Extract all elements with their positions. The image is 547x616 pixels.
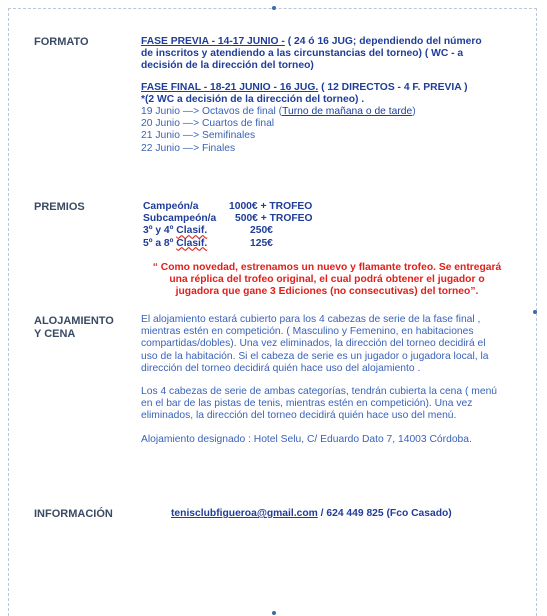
- fase-final-line: [141, 82, 521, 94]
- fase-previa-detail-2: de inscritos y atendiendo a las circunstancias del torneo) ( WC - a: [141, 48, 464, 60]
- turno-link[interactable]: Turno de mañana o de tarde: [282, 106, 413, 118]
- informacion-label: INFORMACIÓN: [34, 508, 113, 520]
- prize-name: Subcampeón/a: [143, 213, 217, 225]
- prize-amount: 1000€ + TROFEO: [229, 201, 313, 212]
- premios-label: PREMIOS: [34, 201, 85, 213]
- formato-section: [141, 36, 521, 155]
- frame-handle-bottom: [272, 611, 276, 615]
- fase-previa-title: FASE PREVIA - 14-17 JUNIO -: [141, 36, 285, 47]
- fase-previa-line: [141, 36, 521, 48]
- prize-row: [143, 238, 523, 250]
- schedule-day-3: 21 Junio —> Semifinales: [141, 130, 256, 142]
- schedule-day-1: 19 Junio —> Octavos de final (Turno de mañana o de tarde): [141, 106, 416, 118]
- prize-name: Campeón/a: [143, 201, 199, 212]
- frame-handle-right: [533, 310, 537, 314]
- alojamiento-paragraph: El alojamiento estará cubierto para los 4 cabezas de serie de la fase final , mientras estén en competición. ( Masculino y Femenino, en habitaciones compartidas/dobles). Una vez eliminados, la dirección del torneo decidirá el uso de la habitación. Si el cabeza de serie es un jugador o jugadora local, la dirección del torneo decidirá quién hace uso del alojamiento .: [141, 314, 489, 374]
- alojamiento-label: ALOJAMIENTO Y CENA: [34, 315, 114, 340]
- formato-label: FORMATO: [34, 36, 89, 48]
- fase-final-title: FASE FINAL - 18-21 JUNIO - 16 JUG.: [141, 81, 319, 93]
- prize-amount: 500€ + TROFEO: [235, 213, 313, 225]
- alojamiento-section: [141, 314, 501, 446]
- fase-previa-detail-3: decisión de la dirección del torneo): [141, 60, 314, 72]
- prize-row: [143, 201, 523, 213]
- prize-amount: 125€: [250, 237, 273, 249]
- fase-final-detail: ( 12 DIRECTOS - 4 F. PREVIA ): [318, 81, 468, 93]
- premios-table: [143, 201, 523, 250]
- schedule-day-4: 22 Junio —> Finales: [141, 142, 236, 154]
- phone-contact: / 624 449 825 (Fco Casado): [317, 508, 452, 519]
- prize-row: [143, 225, 523, 237]
- cena-paragraph: Los 4 cabezas de serie de ambas categorías, tendrán cubierta la cena ( menú en el bar de las pistas de tenis, mientras estén en competición). Una vez eliminados, la dirección del torneo decidirá quién hace uso del menú.: [141, 386, 498, 422]
- frame-handle-top: [272, 6, 276, 10]
- hotel-paragraph: Alojamiento designado : Hotel Selu, C/ Eduardo Dato 7, 14003 Córdoba.: [141, 433, 472, 445]
- fase-final-wc: *(2 WC a decisión de la dirección del torneo) .: [141, 93, 365, 105]
- novedad-notice: “ Como novedad, estrenamos un nuevo y flamante trofeo. Se entregará una réplica del trofeo original, el cual podrá obtener el jugador o jugadora que gane 3 Ediciones (no consecutivas) del torneo”.: [152, 262, 502, 298]
- fase-previa-detail: ( 24 ó 16 JUG; dependiendo del número: [284, 36, 482, 47]
- email-link[interactable]: tenisclubfigueroa@gmail.com: [171, 508, 318, 519]
- contact-line: [171, 508, 547, 520]
- schedule-day-2: 20 Junio —> Cuartos de final: [141, 118, 275, 130]
- prize-row: [143, 213, 523, 225]
- prize-name: 3º y 4º Clasif.: [143, 225, 208, 237]
- prize-amount: 250€: [250, 225, 273, 237]
- prize-name: 5º a 8º Clasif.: [143, 237, 208, 249]
